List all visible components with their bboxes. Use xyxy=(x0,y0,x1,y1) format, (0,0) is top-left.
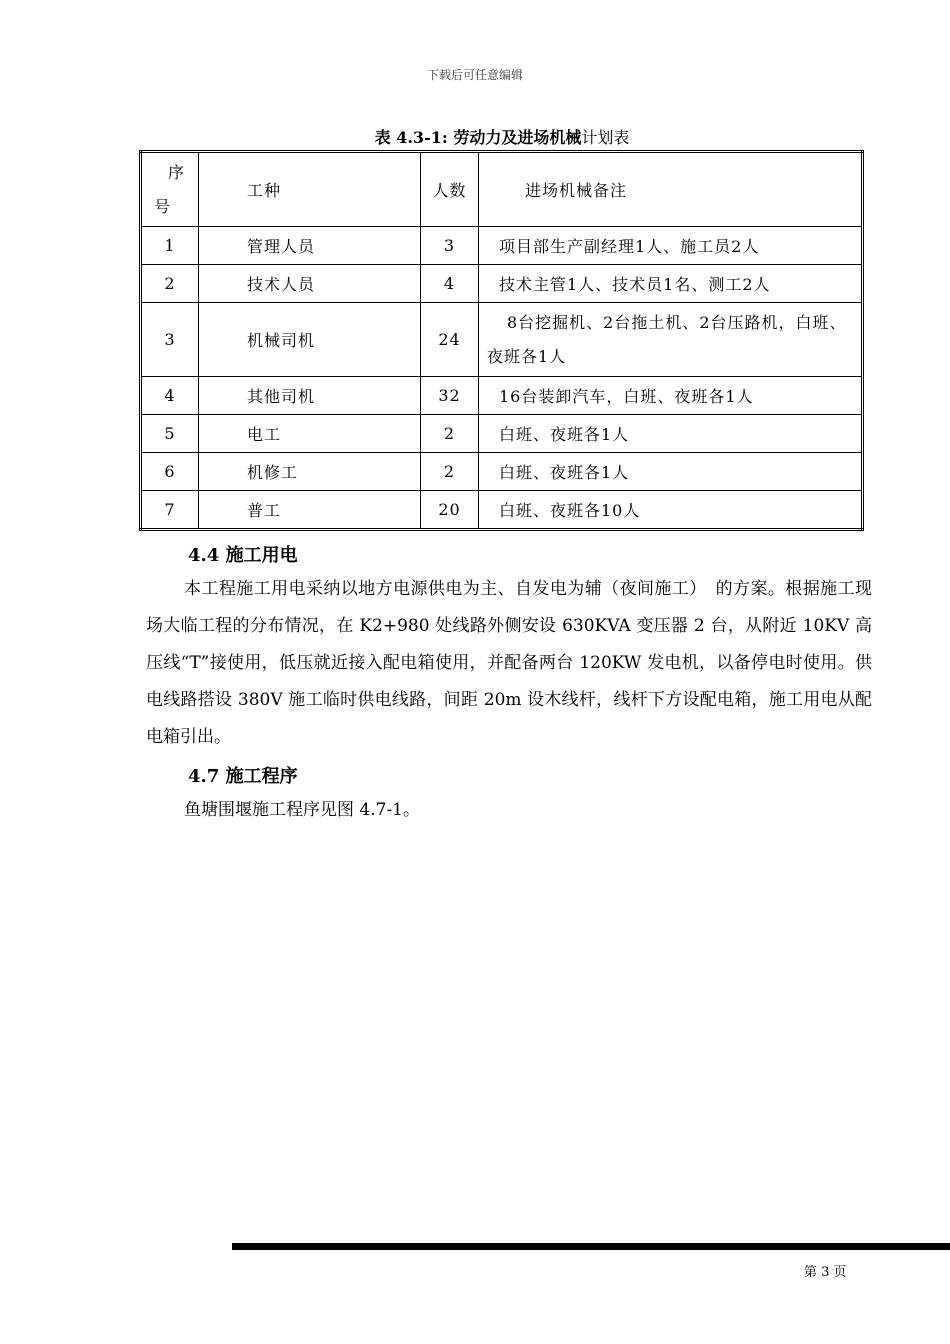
row-count: 2 xyxy=(421,453,479,491)
row-note-line1: 8台挖掘机、2台拖土机、2台压路机，白班、 xyxy=(507,312,847,332)
row-count: 3 xyxy=(421,227,479,265)
row-count: 32 xyxy=(421,377,479,415)
row-no: 5 xyxy=(141,415,199,453)
row-count: 4 xyxy=(421,265,479,303)
row-type: 技术人员 xyxy=(199,265,421,303)
section-4-7-body xyxy=(146,792,872,829)
header-note-col: 进场机械备注 xyxy=(479,152,863,227)
row-count: 20 xyxy=(421,491,479,530)
row-note: 技术主管1人、技术员1名、测工2人 xyxy=(479,265,863,303)
row-type: 机修工 xyxy=(199,453,421,491)
page-number: 第 3 页 xyxy=(804,1265,847,1280)
table-row xyxy=(141,415,863,453)
section-4-7-title: 4.7 施工程序 xyxy=(188,766,298,787)
row-note: 16台装卸汽车，白班、夜班各1人 xyxy=(479,377,863,415)
table-row xyxy=(141,227,863,265)
row-type: 其他司机 xyxy=(199,377,421,415)
row-type: 机械司机 xyxy=(199,303,421,377)
row-no: 6 xyxy=(141,453,199,491)
table-header-row xyxy=(141,152,863,227)
table-row xyxy=(141,303,863,377)
section-4-4-paragraph: 本工程施工用电采纳以地方电源供电为主、自发电为辅（夜间施工） 的方案。根据施工现场大临工程的分布情况，在 K2+980 处线路外侧安设 630KVA 变压器 2 台，从附近 10KV 高压线“T”接使用，低压就近接入配电箱使用，并配备两台 120KW 发电机，以备停电时使用。供电线路搭设 380V 施工临时供电线路，间距 20m 设木线杆，线杆下方设配电箱，施工用电从配电箱引出。 xyxy=(146,579,872,747)
footer-rule xyxy=(232,1243,950,1250)
row-note: 白班、夜班各10人 xyxy=(479,491,863,530)
row-note: 白班、夜班各1人 xyxy=(479,453,863,491)
header-no-line2: 号 xyxy=(154,196,172,216)
labor-machinery-table xyxy=(139,150,864,531)
section-4-4-title: 4.4 施工用电 xyxy=(188,545,298,566)
row-no: 2 xyxy=(141,265,199,303)
row-no: 1 xyxy=(141,227,199,265)
row-no: 3 xyxy=(141,303,199,377)
row-note-line2: 夜班各1人 xyxy=(487,346,567,366)
row-count: 2 xyxy=(421,415,479,453)
header-type: 工种 xyxy=(199,152,421,227)
table-row xyxy=(141,377,863,415)
row-note: 白班、夜班各1人 xyxy=(479,415,863,453)
header-count: 人数 xyxy=(421,152,479,227)
header-note: 下载后可任意编辑 xyxy=(426,68,523,82)
row-note xyxy=(479,303,863,377)
header-no-line1: 序 xyxy=(168,162,186,182)
table-title-plain: 计划表 xyxy=(581,128,630,147)
table-row xyxy=(141,453,863,491)
table-row xyxy=(141,265,863,303)
section-4-4-body xyxy=(146,571,872,756)
header-no xyxy=(141,152,199,227)
table-row xyxy=(141,491,863,530)
row-type: 电工 xyxy=(199,415,421,453)
row-no: 4 xyxy=(141,377,199,415)
row-count: 24 xyxy=(421,303,479,377)
row-no: 7 xyxy=(141,491,199,530)
row-type: 普工 xyxy=(199,491,421,530)
table-title-bold: 表 4.3-1: 劳动力及进场机械 xyxy=(374,128,582,147)
row-note: 项目部生产副经理1人、施工员2人 xyxy=(479,227,863,265)
section-4-7-paragraph: 鱼塘围堰施工程序见图 4.7-1。 xyxy=(184,800,420,820)
table-title xyxy=(0,125,950,148)
row-type: 管理人员 xyxy=(199,227,421,265)
